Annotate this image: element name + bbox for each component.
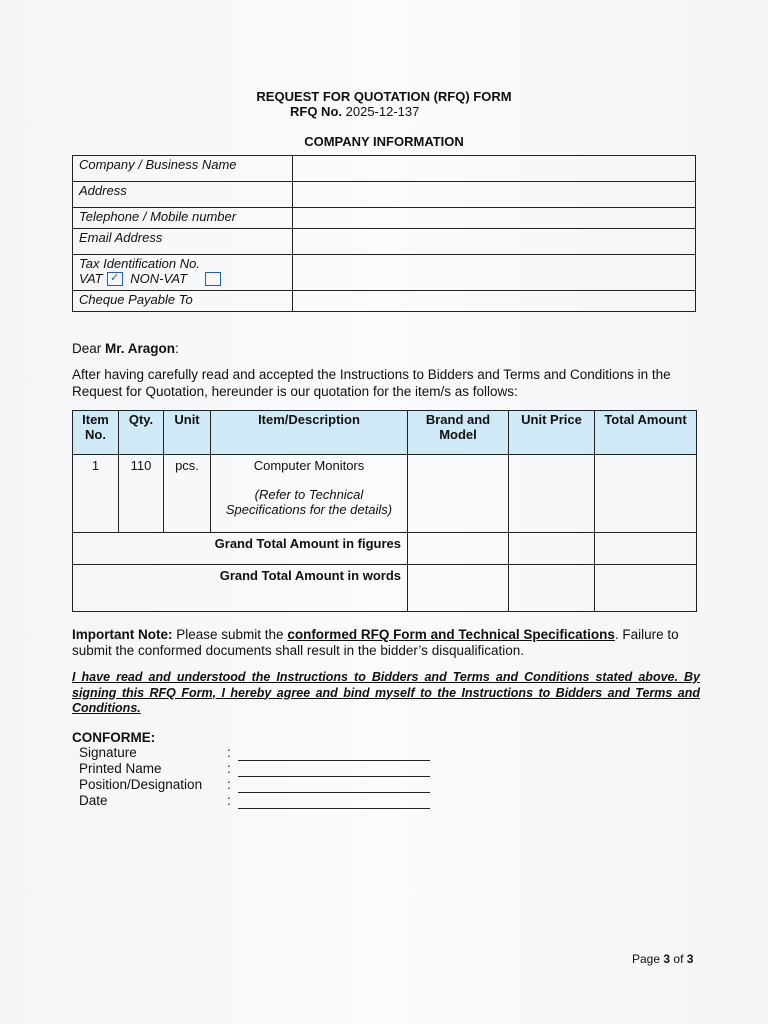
salutation-prefix: Dear	[72, 341, 106, 356]
salutation-suffix: :	[175, 341, 179, 356]
grand-figures-brand	[408, 533, 509, 565]
cell-brand[interactable]	[408, 455, 509, 533]
note-label: Important Note:	[72, 627, 173, 642]
printed-name-label: Printed Name	[79, 761, 162, 776]
position-line[interactable]	[238, 791, 430, 793]
page-current: 3	[663, 952, 671, 966]
rfq-number-line	[290, 104, 419, 119]
tin-cell	[73, 255, 293, 291]
nonvat-label: NON-VAT	[130, 271, 188, 286]
page-total: 3	[686, 952, 694, 966]
header-unit: Unit	[164, 411, 211, 455]
company-info-heading: COMPANY INFORMATION	[304, 134, 464, 149]
phone-label: Telephone / Mobile number	[73, 208, 293, 229]
signature-line[interactable]	[238, 759, 430, 761]
header-brand: Brand and Model	[408, 411, 509, 455]
company-row-tin	[73, 255, 696, 291]
cell-item-no: 1	[73, 455, 119, 533]
date-line[interactable]	[238, 807, 430, 809]
position-label: Position/Designation	[79, 777, 203, 792]
vat-label: VAT	[79, 271, 103, 286]
vat-checkbox[interactable]: ✓	[107, 272, 123, 286]
date-colon: :	[227, 793, 231, 808]
cell-qty: 110	[119, 455, 164, 533]
grand-total-figures-row	[73, 533, 697, 565]
company-row-address	[73, 182, 696, 208]
rfq-number-label: RFQ No.	[290, 104, 342, 119]
conforme-heading: CONFORME:	[72, 730, 156, 745]
grand-words-total[interactable]	[595, 565, 697, 612]
company-row-cheque	[73, 291, 696, 312]
address-field[interactable]	[293, 182, 696, 208]
items-header-row	[73, 411, 697, 455]
intro-paragraph: After having carefully read and accepted the Instructions to Bidders and Terms and Conditions in the Request for Quotation, hereunder is our quotation for the item/s as follows:	[72, 367, 671, 399]
table-row	[73, 455, 697, 533]
phone-field[interactable]	[293, 208, 696, 229]
note-emphasis: conformed RFQ Form and Technical Specifications	[287, 627, 615, 642]
salutation	[72, 341, 179, 356]
signature-label: Signature	[79, 745, 137, 760]
company-row-email	[73, 229, 696, 255]
cheque-label: Cheque Payable To	[73, 291, 293, 312]
description-note: (Refer to Technical Specifications for the details)	[225, 487, 393, 517]
printed-name-line[interactable]	[238, 775, 430, 777]
note-text-2: . Failure to submit the conformed documents shall result in the bidder’s disqualification.	[72, 627, 679, 658]
header-total: Total Amount	[595, 411, 697, 455]
grand-words-brand	[408, 565, 509, 612]
company-name-field[interactable]	[293, 156, 696, 182]
email-field[interactable]	[293, 229, 696, 255]
grand-words-price	[509, 565, 595, 612]
grand-total-figures-label: Grand Total Amount in figures	[73, 533, 408, 565]
declaration-text: I have read and understood the Instructions to Bidders and Terms and Conditions stated above. By signing this RFQ Form, I hereby agree and bind myself to the Instructions to Bidders and Terms and Conditions.	[72, 670, 700, 715]
cheque-field[interactable]	[293, 291, 696, 312]
grand-figures-price	[509, 533, 595, 565]
nonvat-checkbox[interactable]	[205, 272, 221, 286]
description-text: Computer Monitors	[253, 458, 365, 473]
header-qty: Qty.	[119, 411, 164, 455]
cell-unit-price[interactable]	[509, 455, 595, 533]
header-description: Item/Description	[211, 411, 408, 455]
signature-colon: :	[227, 745, 231, 760]
cell-unit: pcs.	[164, 455, 211, 533]
company-row-phone	[73, 208, 696, 229]
position-colon: :	[227, 777, 231, 792]
company-name-label: Company / Business Name	[73, 156, 293, 182]
tin-field[interactable]	[293, 255, 696, 291]
grand-total-words-row	[73, 565, 697, 612]
page-number	[632, 952, 693, 966]
page-word: Page	[632, 952, 661, 966]
company-row-name	[73, 156, 696, 182]
rfq-number-value: 2025-12-137	[345, 104, 420, 119]
header-item-no: Item No.	[73, 411, 119, 455]
important-note	[72, 627, 700, 659]
company-info-table	[72, 155, 696, 312]
tin-label: Tax Identification No.	[79, 256, 200, 271]
cell-description	[211, 455, 408, 533]
email-label: Email Address	[73, 229, 293, 255]
date-label: Date	[79, 793, 108, 808]
page-of: of	[673, 952, 684, 966]
note-text-1: Please submit the	[172, 627, 288, 642]
grand-total-words-label: Grand Total Amount in words	[73, 565, 408, 612]
addressee-name: Mr. Aragon	[105, 341, 176, 356]
header-unit-price: Unit Price	[509, 411, 595, 455]
cell-total[interactable]	[595, 455, 697, 533]
address-label: Address	[73, 182, 293, 208]
form-title: REQUEST FOR QUOTATION (RFQ) FORM	[256, 89, 512, 104]
printed-name-colon: :	[227, 761, 231, 776]
items-table	[72, 410, 697, 612]
grand-figures-total[interactable]	[595, 533, 697, 565]
